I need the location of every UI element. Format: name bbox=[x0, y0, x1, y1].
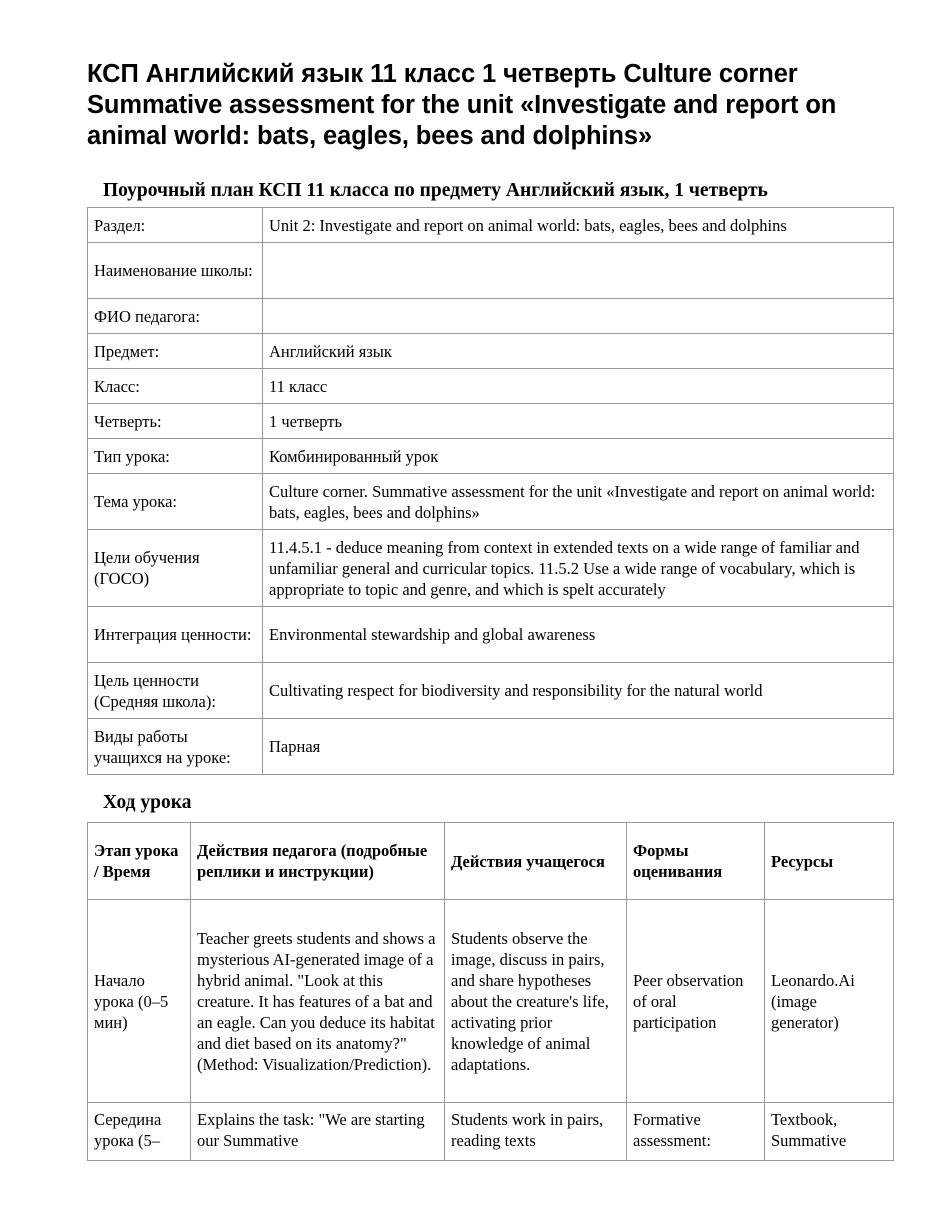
info-row-lesson-type bbox=[88, 439, 894, 474]
info-label: Четверть: bbox=[88, 404, 263, 439]
info-value: Culture corner. Summative assessment for the unit «Investigate and report on animal world: bats, eagles, bees and dolphins» bbox=[263, 474, 894, 530]
info-value: Английский язык bbox=[263, 334, 894, 369]
student-actions-cell: Students observe the image, discuss in pairs, and share hypotheses about the creature's life, activating prior knowledge of animal adaptations. bbox=[445, 900, 627, 1103]
column-header-assessment: Формы оценивания bbox=[627, 823, 765, 900]
info-value: 11.4.5.1 - deduce meaning from context in extended texts on a wide range of familiar and unfamiliar general and curricular topics. 11.5.2 Use a wide range of vocabulary, which is appropriate to topic and genre, and which is spelt accurately bbox=[263, 530, 894, 607]
lesson-progress-table bbox=[87, 822, 894, 1161]
info-row-value-integration bbox=[88, 607, 894, 663]
info-label: Виды работы учащихся на уроке: bbox=[88, 719, 263, 775]
info-label: Цель ценности (Средняя школа): bbox=[88, 663, 263, 719]
info-label: Наименование школы: bbox=[88, 243, 263, 299]
info-value: Environmental stewardship and global awareness bbox=[263, 607, 894, 663]
column-header-student-actions: Действия учащегося bbox=[445, 823, 627, 900]
assessment-cell: Peer observation of oral participation bbox=[627, 900, 765, 1103]
info-row-topic bbox=[88, 474, 894, 530]
info-label: ФИО педагога: bbox=[88, 299, 263, 334]
info-row-teacher bbox=[88, 299, 894, 334]
teacher-actions-cell: Explains the task: "We are starting our Summative bbox=[191, 1103, 445, 1161]
info-row-quarter bbox=[88, 404, 894, 439]
info-value: 11 класс bbox=[263, 369, 894, 404]
table-row bbox=[88, 900, 894, 1103]
stage-cell: Середина урока (5– bbox=[88, 1103, 191, 1161]
info-row-school bbox=[88, 243, 894, 299]
table-row bbox=[88, 1103, 894, 1161]
lesson-progress-heading: Ход урока bbox=[103, 792, 192, 813]
info-value bbox=[263, 243, 894, 299]
info-label: Предмет: bbox=[88, 334, 263, 369]
info-value: Unit 2: Investigate and report on animal world: bats, eagles, bees and dolphins bbox=[263, 208, 894, 243]
plan-heading: Поурочный план КСП 11 класса по предмету Английский язык, 1 четверть bbox=[103, 180, 768, 201]
column-header-teacher-actions: Действия педагога (подробные реплики и инструкции) bbox=[191, 823, 445, 900]
column-header-resources: Ресурсы bbox=[765, 823, 894, 900]
info-label: Тема урока: bbox=[88, 474, 263, 530]
info-value: Парная bbox=[263, 719, 894, 775]
resources-cell: Leonardo.Ai (image generator) bbox=[765, 900, 894, 1103]
info-value: 1 четверть bbox=[263, 404, 894, 439]
info-value bbox=[263, 299, 894, 334]
info-row-value-goal bbox=[88, 663, 894, 719]
info-label: Раздел: bbox=[88, 208, 263, 243]
lesson-info-table bbox=[87, 207, 894, 775]
info-label: Тип урока: bbox=[88, 439, 263, 474]
column-header-stage: Этап урока / Время bbox=[88, 823, 191, 900]
info-row-work-types bbox=[88, 719, 894, 775]
info-value: Cultivating respect for biodiversity and responsibility for the natural world bbox=[263, 663, 894, 719]
info-label: Класс: bbox=[88, 369, 263, 404]
student-actions-cell: Students work in pairs, reading texts bbox=[445, 1103, 627, 1161]
document-page bbox=[87, 0, 893, 1161]
info-row-objectives bbox=[88, 530, 894, 607]
stage-cell: Начало урока (0–5 мин) bbox=[88, 900, 191, 1103]
teacher-actions-cell: Teacher greets students and shows a mysterious AI-generated image of a hybrid animal. "Look at this creature. It has features of a bat and an eagle. Can you deduce its habitat and diet based on its anatomy?" (Method: Visualization/Prediction). bbox=[191, 900, 445, 1103]
info-label: Интеграция ценности: bbox=[88, 607, 263, 663]
info-row-grade bbox=[88, 369, 894, 404]
document-title: КСП Английский язык 11 класс 1 четверть Culture corner Summative assessment for the unit «Investigate and report on animal world: bats, eagles, bees and dolphins» bbox=[87, 60, 837, 150]
info-row-subject bbox=[88, 334, 894, 369]
info-label: Цели обучения (ГОСО) bbox=[88, 530, 263, 607]
resources-cell: Textbook, Summative bbox=[765, 1103, 894, 1161]
table-header-row bbox=[88, 823, 894, 900]
info-row-section bbox=[88, 208, 894, 243]
assessment-cell: Formative assessment: bbox=[627, 1103, 765, 1161]
info-value: Комбинированный урок bbox=[263, 439, 894, 474]
